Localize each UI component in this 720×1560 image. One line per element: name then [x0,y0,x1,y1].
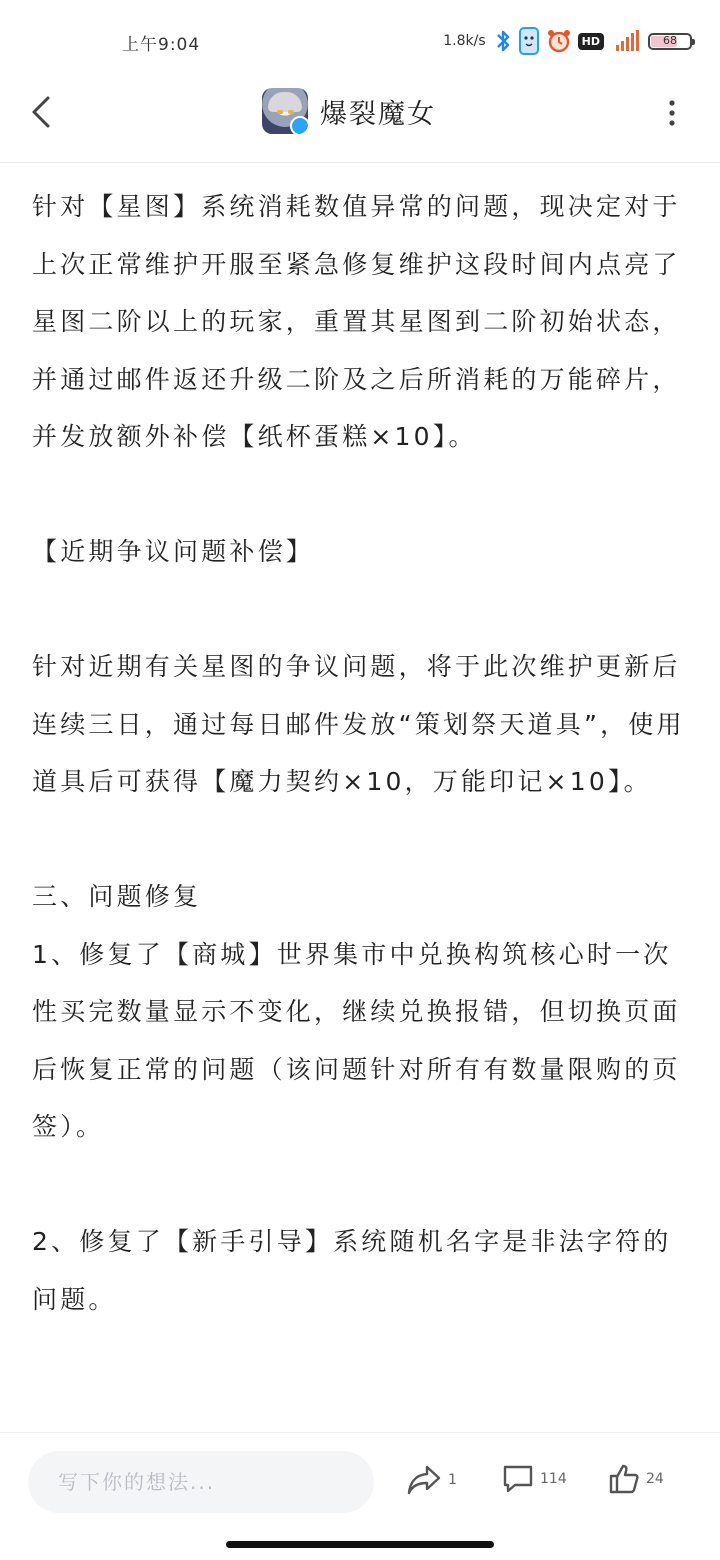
more-vertical-icon [660,98,684,128]
paragraph-compensation: 针对近期有关星图的争议问题，将于此次维护更新后连续三日，通过每日邮件发放“策划祭天道具”，使用道具后可获得【魔力契约×10，万能印记×10】。 [32,652,685,796]
paragraph-fix-1: 1、修复了【商城】世界集市中兑换构筑核心时一次性买完数量显示不变化，继续兑换报错，但切换页面后恢复正常的问题（该问题针对所有有数量限购的页签）。 [32,939,681,1141]
page-title: 爆裂魔女 [320,98,436,130]
app-header [0,80,720,163]
back-button[interactable] [24,90,60,134]
signal-icon [610,29,642,53]
status-bar [0,0,720,80]
comment-button[interactable] [502,1463,567,1495]
home-indicator[interactable] [226,1541,494,1548]
paragraph-star-chart: 针对【星图】系统消耗数值异常的问题，现决定对于上次正常维护开服至紧急修复维护这段时间内点亮了星图二阶以上的玩家，重置其星图到二阶初始状态，并通过邮件返还升级二阶及之后所消耗的万能碎片，并发放额外补偿【纸杯蛋糕×10】。 [32,192,681,451]
comment-icon [502,1463,534,1495]
like-button[interactable] [608,1463,664,1495]
share-icon [406,1463,442,1497]
alarm-icon [546,28,572,54]
comment-input-box[interactable] [28,1451,374,1513]
more-button[interactable] [660,98,684,128]
comment-count: 114 [540,1471,567,1487]
game-avatar[interactable] [262,88,308,134]
section-heading-fixes: 三、问题修复 [32,882,202,911]
status-icons [443,26,692,56]
section-heading-compensation: 【近期争议问题补偿】 [32,537,315,566]
bottom-action-bar [0,1432,720,1533]
thumbs-up-icon [608,1463,640,1495]
net-speed: 1.8k/s [443,33,486,49]
chevron-left-icon [24,90,60,134]
phone-app-icon [518,27,540,55]
header-center[interactable] [262,88,436,134]
bluetooth-icon [494,28,512,54]
like-count: 24 [646,1471,664,1487]
battery-icon [648,33,692,50]
hd-badge: HD [578,33,604,50]
share-count: 1 [448,1472,457,1488]
paragraph-fix-2: 2、修复了【新手引导】系统随机名字是非法字符的问题。 [32,1227,672,1314]
share-button[interactable] [406,1463,457,1497]
status-time: 上午9:04 [122,35,201,55]
verified-badge [290,116,308,134]
comment-input[interactable] [28,1451,358,1513]
article-body [32,178,692,1328]
battery-text: 68 [663,33,677,47]
